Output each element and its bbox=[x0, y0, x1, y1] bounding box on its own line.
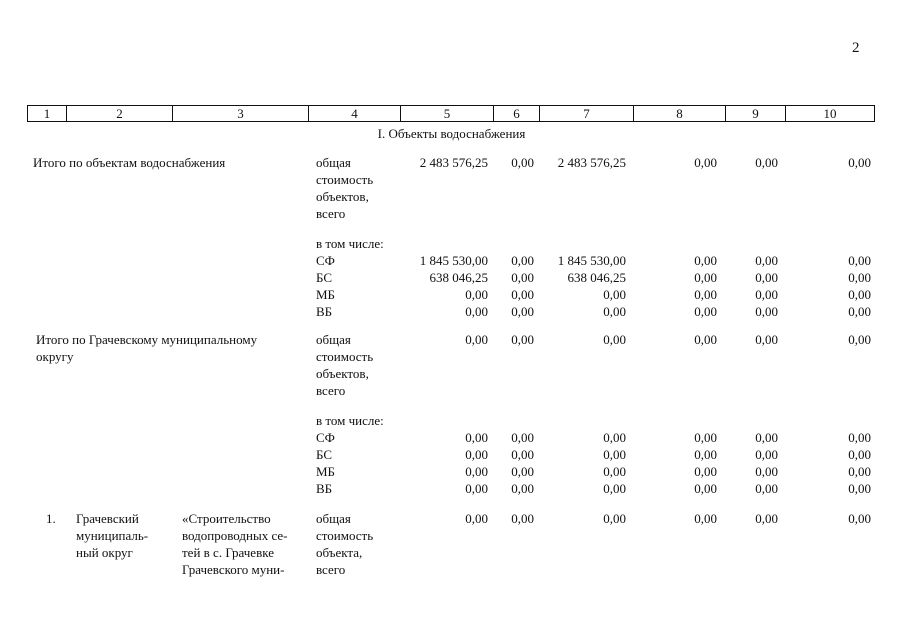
total-label-line: всего bbox=[316, 206, 346, 221]
group-1-total-label bbox=[316, 154, 373, 222]
value-col-6: 0,00 bbox=[511, 287, 534, 302]
total-label-line: объекта, bbox=[316, 545, 363, 560]
item-number: 1. bbox=[46, 511, 56, 526]
value-col-8: 0,00 bbox=[694, 287, 717, 302]
page-number: 2 bbox=[852, 40, 860, 56]
value-col-9: 0,00 bbox=[755, 287, 778, 302]
group-2-total-label bbox=[316, 331, 373, 399]
column-header-10: 10 bbox=[785, 106, 874, 121]
total-label-line: стоимость bbox=[316, 172, 374, 187]
funding-source: ВБ bbox=[316, 481, 333, 496]
group-1-including-label: в том числе: bbox=[316, 236, 384, 251]
item-total-label bbox=[316, 510, 373, 578]
value-col-8: 0,00 bbox=[694, 464, 717, 479]
value-col-6: 0,00 bbox=[511, 253, 534, 268]
total-label-line: общая bbox=[316, 511, 351, 526]
group-2-label bbox=[36, 331, 257, 365]
total-label-line: всего bbox=[316, 562, 346, 577]
value-col-6: 0,00 bbox=[511, 511, 534, 526]
value-col-5: 0,00 bbox=[465, 481, 488, 496]
total-label-line: объектов, bbox=[316, 366, 369, 381]
value-col-6: 0,00 bbox=[511, 464, 534, 479]
municipality-line: Грачевский bbox=[76, 511, 139, 526]
value-col-9: 0,00 bbox=[755, 447, 778, 462]
value-col-10: 0,00 bbox=[848, 481, 871, 496]
group-label-line: Итого по Грачевскому муниципальному bbox=[36, 332, 258, 347]
value-col-9: 0,00 bbox=[755, 481, 778, 496]
project-line: «Строительство bbox=[182, 511, 271, 526]
total-label-line: стоимость bbox=[316, 528, 374, 543]
value-col-5: 0,00 bbox=[465, 511, 488, 526]
value-col-10: 0,00 bbox=[848, 270, 871, 285]
value-col-10: 0,00 bbox=[848, 287, 871, 302]
item-municipality bbox=[76, 510, 148, 561]
value-col-10: 0,00 bbox=[848, 430, 871, 445]
item-project-name bbox=[182, 510, 288, 578]
total-label-line: всего bbox=[316, 383, 346, 398]
section-title: I. Объекты водоснабжения bbox=[377, 126, 526, 141]
value-col-5: 0,00 bbox=[465, 332, 488, 347]
value-col-8: 0,00 bbox=[694, 304, 717, 319]
value-col-7: 0,00 bbox=[603, 287, 626, 302]
value-col-7: 0,00 bbox=[603, 430, 626, 445]
column-header-8: 8 bbox=[633, 106, 725, 121]
value-col-7: 0,00 bbox=[603, 447, 626, 462]
value-col-7: 0,00 bbox=[603, 481, 626, 496]
total-label-line: общая bbox=[316, 155, 351, 170]
group-1-label: Итого по объектам водоснабжения bbox=[33, 155, 226, 170]
value-col-8: 0,00 bbox=[694, 430, 717, 445]
value-col-8: 0,00 bbox=[694, 155, 717, 170]
column-header-6: 6 bbox=[493, 106, 539, 121]
funding-source: СФ bbox=[316, 430, 335, 445]
value-col-6: 0,00 bbox=[511, 155, 534, 170]
value-col-10: 0,00 bbox=[848, 304, 871, 319]
funding-source: ВБ bbox=[316, 304, 333, 319]
project-line: тей в с. Грачевке bbox=[182, 545, 274, 560]
value-col-6: 0,00 bbox=[511, 447, 534, 462]
funding-source: БС bbox=[316, 447, 333, 462]
value-col-9: 0,00 bbox=[755, 430, 778, 445]
funding-source: БС bbox=[316, 270, 333, 285]
value-col-8: 0,00 bbox=[694, 511, 717, 526]
value-col-10: 0,00 bbox=[848, 464, 871, 479]
group-2-including-label: в том числе: bbox=[316, 413, 384, 428]
value-col-5: 0,00 bbox=[465, 287, 488, 302]
value-col-9: 0,00 bbox=[755, 155, 778, 170]
column-header-5: 5 bbox=[400, 106, 493, 121]
total-label-line: общая bbox=[316, 332, 351, 347]
value-col-7: 1 845 530,00 bbox=[557, 253, 626, 268]
funding-source: МБ bbox=[316, 464, 336, 479]
value-col-10: 0,00 bbox=[848, 332, 871, 347]
value-col-7: 0,00 bbox=[603, 464, 626, 479]
municipality-line: ный округ bbox=[76, 545, 133, 560]
column-header-4: 4 bbox=[308, 106, 400, 121]
value-col-10: 0,00 bbox=[848, 447, 871, 462]
column-header-row bbox=[27, 105, 875, 122]
column-header-3: 3 bbox=[172, 106, 308, 121]
project-line: водопроводных се- bbox=[182, 528, 288, 543]
value-col-10: 0,00 bbox=[848, 155, 871, 170]
value-col-6: 0,00 bbox=[511, 304, 534, 319]
municipality-line: муниципаль- bbox=[76, 528, 149, 543]
value-col-6: 0,00 bbox=[511, 481, 534, 496]
value-col-9: 0,00 bbox=[755, 332, 778, 347]
value-col-10: 0,00 bbox=[848, 253, 871, 268]
total-label-line: объектов, bbox=[316, 189, 369, 204]
value-col-7: 0,00 bbox=[603, 332, 626, 347]
value-col-5: 0,00 bbox=[465, 430, 488, 445]
value-col-9: 0,00 bbox=[755, 304, 778, 319]
column-header-2: 2 bbox=[66, 106, 172, 121]
value-col-8: 0,00 bbox=[694, 332, 717, 347]
value-col-9: 0,00 bbox=[755, 511, 778, 526]
column-header-9: 9 bbox=[725, 106, 785, 121]
value-col-5: 2 483 576,25 bbox=[419, 155, 488, 170]
value-col-9: 0,00 bbox=[755, 464, 778, 479]
value-col-7: 0,00 bbox=[603, 304, 626, 319]
project-line: Грачевского муни- bbox=[182, 562, 285, 577]
group-label-line: округу bbox=[36, 349, 74, 364]
value-col-6: 0,00 bbox=[511, 430, 534, 445]
value-col-5: 638 046,25 bbox=[429, 270, 488, 285]
funding-source: СФ bbox=[316, 253, 335, 268]
value-col-8: 0,00 bbox=[694, 253, 717, 268]
value-col-9: 0,00 bbox=[755, 253, 778, 268]
column-header-1: 1 bbox=[43, 106, 51, 121]
value-col-8: 0,00 bbox=[694, 447, 717, 462]
value-col-8: 0,00 bbox=[694, 481, 717, 496]
value-col-5: 1 845 530,00 bbox=[419, 253, 488, 268]
value-col-7: 2 483 576,25 bbox=[557, 155, 626, 170]
value-col-7: 638 046,25 bbox=[567, 270, 626, 285]
value-col-7: 0,00 bbox=[603, 511, 626, 526]
column-header-7: 7 bbox=[539, 106, 633, 121]
value-col-5: 0,00 bbox=[465, 304, 488, 319]
value-col-5: 0,00 bbox=[465, 447, 488, 462]
value-col-10: 0,00 bbox=[848, 511, 871, 526]
value-col-6: 0,00 bbox=[511, 332, 534, 347]
total-label-line: стоимость bbox=[316, 349, 374, 364]
value-col-5: 0,00 bbox=[465, 464, 488, 479]
value-col-9: 0,00 bbox=[755, 270, 778, 285]
funding-source: МБ bbox=[316, 287, 336, 302]
value-col-6: 0,00 bbox=[511, 270, 534, 285]
value-col-8: 0,00 bbox=[694, 270, 717, 285]
